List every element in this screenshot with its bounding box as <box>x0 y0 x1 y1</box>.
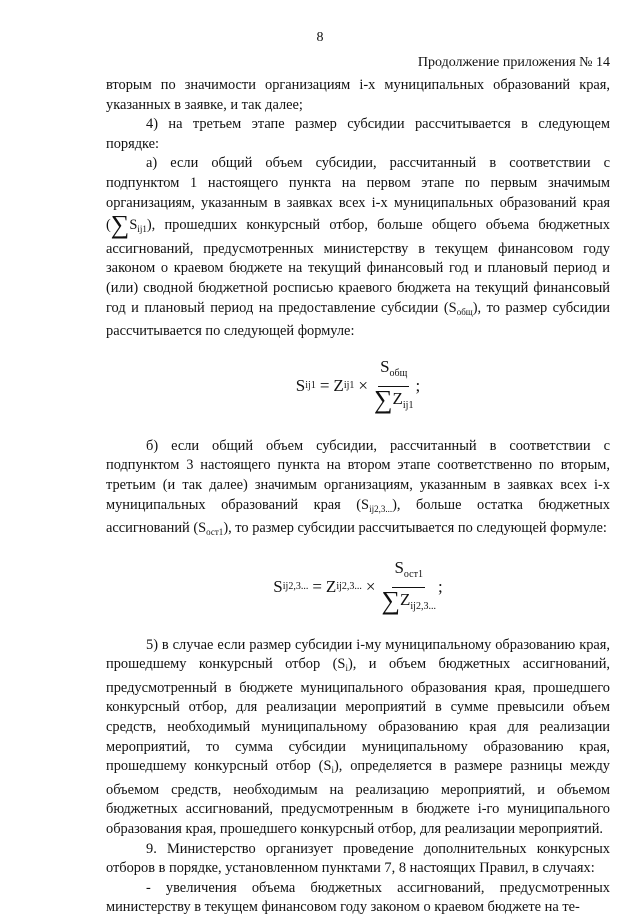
paragraph-9: 9. Министерство организует проведение дополнительных конкурсных отборов в порядке, установленном пунктами 7, 8 настоящих Правил, в случаях: <box>106 840 610 877</box>
paragraph-item-b: б) если общий объем субсидии, рассчитанный в соответствии с подпунктом 3 настоящего пункта на втором этапе соответственно по вторым, третьим (и так далее) значимым организациям, указанным в заявках всех i-х муниципальных образований края $(S_{ij2,3...})$, больше остатка бюджетных ассигнований $(S_{ост1})$, то размер субсидии рассчитывается по следующей формуле: <box>106 437 610 538</box>
formula-2: S ij2,3... = Z ij2,3... × $\frac{S_{ост1}}{\sum Z_{ij2,3...}}$ ; <box>106 557 610 618</box>
paragraph-dash-item: - увеличения объема бюджетных ассигнований, предусмотренных министерству в текущем финансовом году законом о краевом бюджете на те- <box>106 879 610 916</box>
paragraph-item-a: а) если общий объем субсидии, рассчитанный в соответствии с подпунктом 1 настоящего пункта на первом этапе по первым значимым организациям, указанным в заявках всех i-х муниципальных образований края $(\sum S_{ij1})$, прошедших конкурсный отбор, больше общего объема бюджетных ассигнований, предусмотренных министерству в текущем финансовом году законом о краевом бюджете на текущий финансовый год и плановый период и (или) сводной бюджетной росписью краевого бюджета на текущий финансовый год и плановый период на предоставление субсидии $(S_{общ})$, то размер субсидии рассчитывается по следующей формуле: <box>106 155 610 340</box>
sum-expression: $(\sum S_{ij1})$ <box>106 210 152 240</box>
page-number: 8 <box>316 30 324 45</box>
fraction-2: $\frac{S_{ост1}}{\sum Z_{ij2,3...}}$ <box>381 557 436 615</box>
paragraph-item-5: 5) в случае если размер субсидии i-му муниципальному образованию края, прошедшему конкурсный отбор $(S_i)$, и объем бюджетных ассигнований, предусмотренный в бюджете муниципального образования края, прошедшего конкурсный отбор, для реализации мероприятий в сумме превысили объем средств, необходимый муниципальному образованию края для реализации мероприятий, то сумма субсидии муниципальному образованию края, прошедшему конкурсный отбор $(S_i)$, определяется в размере разницы между объемом средств, необходимым на реализацию мероприятий, и объемом бюджетных ассигнований, предусмотренным в бюджете i-го муниципального образования края, прошедшего конкурсный отбор, для реализации мероприятий. <box>106 636 610 838</box>
fraction-1: $\frac{S_{общ}}{\sum Z_{ij1}}$ <box>373 356 414 414</box>
paragraph-item-4: 4) на третьем этапе размер субсидии рассчитывается в следующем порядке: <box>106 116 610 152</box>
formula-1: S ij1 = Z ij1 × $\frac{S_{общ}}{\sum Z_{ij1}}$ ; <box>106 356 610 417</box>
paragraph-continuation: вторым по значимости организациям i-х муниципальных образований края, указанных в заявке, и так далее; <box>106 77 610 113</box>
document-body <box>106 76 610 918</box>
appendix-caption: Продолжение приложения № 14 <box>417 55 610 70</box>
